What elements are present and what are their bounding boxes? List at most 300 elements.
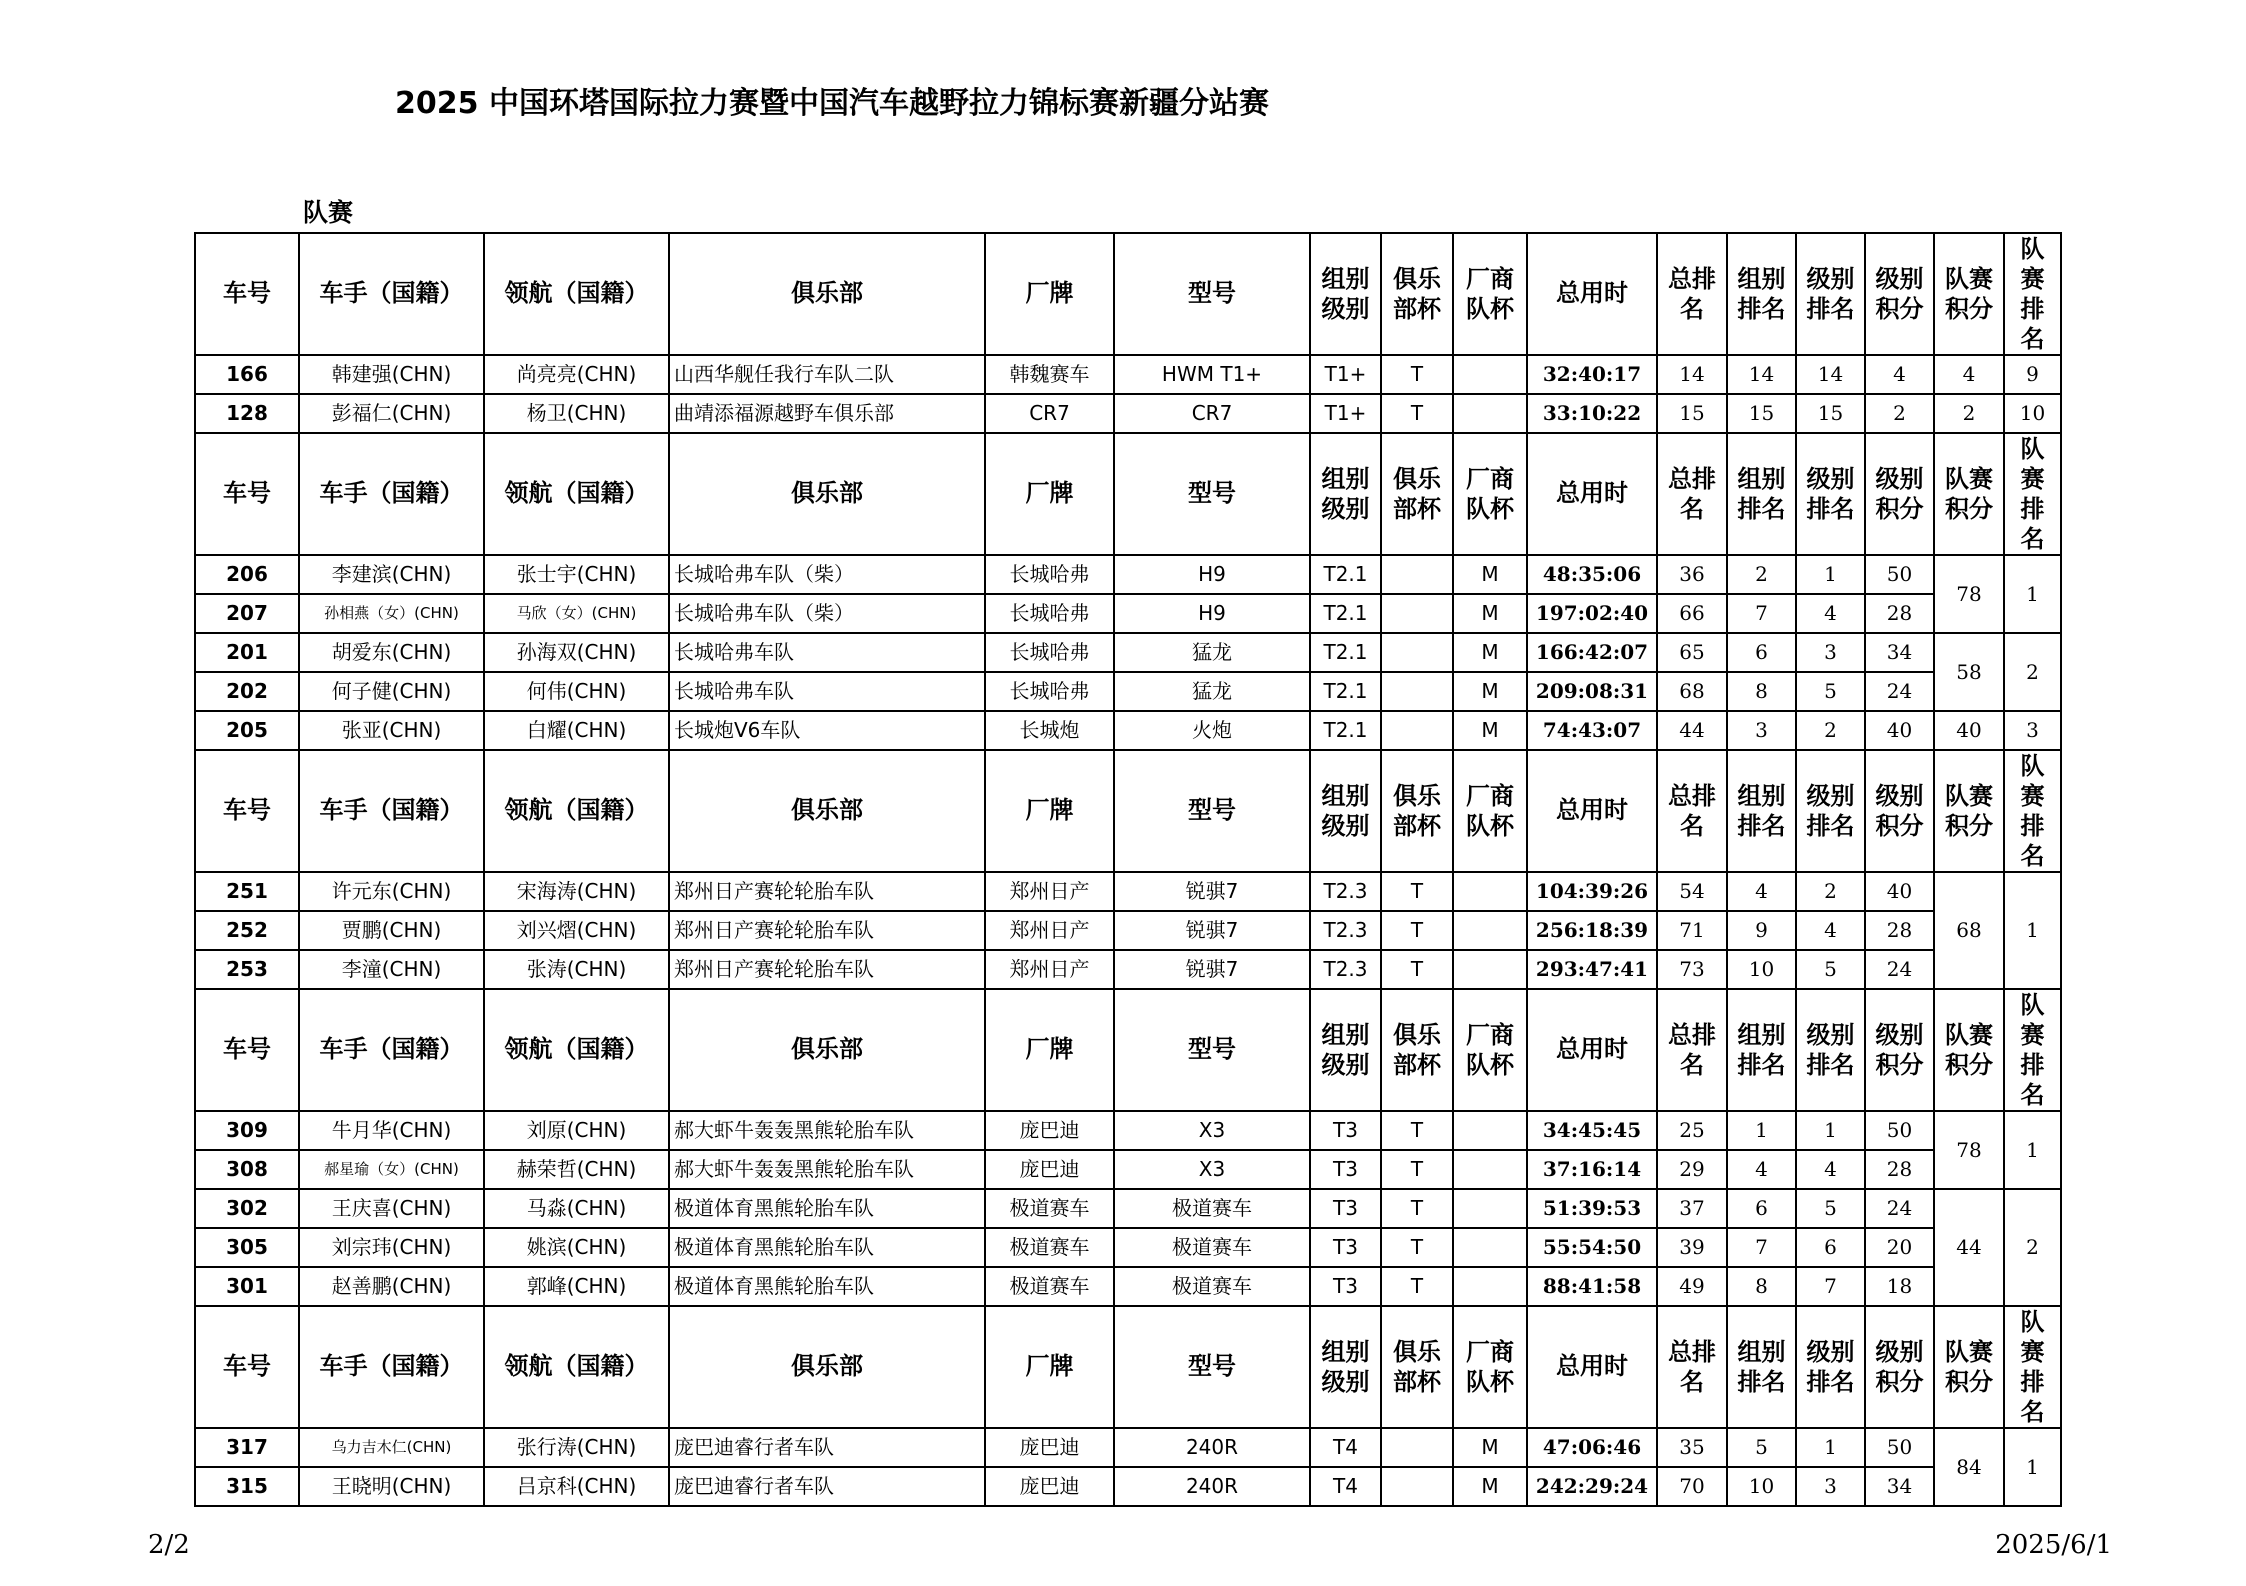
codriver-name: 马淼(CHN): [484, 1189, 669, 1228]
overall-rank: 36: [1657, 555, 1727, 594]
manufacturer-cup: M: [1453, 711, 1527, 750]
club-cup: [1381, 594, 1453, 633]
brand: CR7: [985, 394, 1114, 433]
header-manufacturer-cup: 厂商队杯: [1453, 989, 1527, 1111]
club-cup: T: [1381, 1267, 1453, 1306]
club-name: 极道体育黑熊轮胎车队: [669, 1267, 985, 1306]
club-name: 长城哈弗车队: [669, 633, 985, 672]
club-name: 长城哈弗车队（柴）: [669, 594, 985, 633]
codriver-name: 杨卫(CHN): [484, 394, 669, 433]
class-points: 50: [1865, 1111, 1934, 1150]
team-points: 40: [1934, 711, 2004, 750]
class-rank: 2: [1796, 872, 1865, 911]
table-row: [195, 394, 2061, 433]
class-points: 28: [1865, 911, 1934, 950]
driver-name: 许元东(CHN): [299, 872, 484, 911]
class-rank: 1: [1796, 1428, 1865, 1467]
driver-name: 孙相燕（女）(CHN): [299, 594, 484, 633]
brand: 庞巴迪: [985, 1428, 1114, 1467]
club-cup: [1381, 1428, 1453, 1467]
group-rank: 10: [1727, 1467, 1796, 1506]
manufacturer-cup: M: [1453, 555, 1527, 594]
header-group-rank: 组别排名: [1727, 433, 1796, 555]
class-rank: 1: [1796, 555, 1865, 594]
total-time: 104:39:26: [1527, 872, 1657, 911]
header-driver: 车手（国籍）: [299, 1306, 484, 1428]
club-cup: [1381, 1467, 1453, 1506]
table-row: [195, 1267, 2061, 1306]
class: T2.1: [1310, 633, 1381, 672]
manufacturer-cup: M: [1453, 594, 1527, 633]
header-class-rank: 级别排名: [1796, 750, 1865, 872]
header-class: 组别级别: [1310, 750, 1381, 872]
model: 猛龙: [1114, 633, 1310, 672]
club-cup: T: [1381, 1189, 1453, 1228]
brand: 庞巴迪: [985, 1467, 1114, 1506]
header-team-points: 队赛积分: [1934, 1306, 2004, 1428]
header-team-rank: 队赛排名: [2004, 989, 2061, 1111]
class-rank: 5: [1796, 672, 1865, 711]
team-rank: 1: [2004, 872, 2061, 989]
header-class-rank: 级别排名: [1796, 233, 1865, 355]
total-time: 34:45:45: [1527, 1111, 1657, 1150]
header-car-no: 车号: [195, 989, 299, 1111]
table-row: [195, 555, 2061, 594]
team-results-table: [194, 232, 2062, 1507]
overall-rank: 65: [1657, 633, 1727, 672]
class-points: 24: [1865, 672, 1934, 711]
car-number: 166: [195, 355, 299, 394]
codriver-name: 张行涛(CHN): [484, 1428, 669, 1467]
manufacturer-cup: [1453, 394, 1527, 433]
header-team-rank: 队赛排名: [2004, 1306, 2061, 1428]
header-club: 俱乐部: [669, 989, 985, 1111]
class: T1+: [1310, 355, 1381, 394]
car-number: 202: [195, 672, 299, 711]
brand: 极道赛车: [985, 1267, 1114, 1306]
total-time: 197:02:40: [1527, 594, 1657, 633]
group-rank: 2: [1727, 555, 1796, 594]
model: 240R: [1114, 1467, 1310, 1506]
header-overall-rank: 总排名: [1657, 233, 1727, 355]
header-group-rank: 组别排名: [1727, 233, 1796, 355]
model: H9: [1114, 594, 1310, 633]
page-title: 2025 中国环塔国际拉力赛暨中国汽车越野拉力锦标赛新疆分站赛: [395, 86, 1269, 121]
car-number: 251: [195, 872, 299, 911]
table-row: [195, 911, 2061, 950]
class: T2.3: [1310, 911, 1381, 950]
class-rank: 2: [1796, 711, 1865, 750]
manufacturer-cup: M: [1453, 1467, 1527, 1506]
total-time: 33:10:22: [1527, 394, 1657, 433]
team-rank: 3: [2004, 711, 2061, 750]
brand: 郑州日产: [985, 911, 1114, 950]
total-time: 32:40:17: [1527, 355, 1657, 394]
header-brand: 厂牌: [985, 433, 1114, 555]
overall-rank: 66: [1657, 594, 1727, 633]
group-rank: 9: [1727, 911, 1796, 950]
overall-rank: 71: [1657, 911, 1727, 950]
header-team-points: 队赛积分: [1934, 750, 2004, 872]
car-number: 315: [195, 1467, 299, 1506]
club-cup: T: [1381, 1150, 1453, 1189]
car-number: 205: [195, 711, 299, 750]
model: X3: [1114, 1111, 1310, 1150]
table-row: [195, 1150, 2061, 1189]
header-team-rank: 队赛排名: [2004, 750, 2061, 872]
manufacturer-cup: [1453, 911, 1527, 950]
brand: 韩魏赛车: [985, 355, 1114, 394]
car-number: 308: [195, 1150, 299, 1189]
class-points: 24: [1865, 950, 1934, 989]
model: HWM T1+: [1114, 355, 1310, 394]
header-car-no: 车号: [195, 1306, 299, 1428]
table-row: [195, 633, 2061, 672]
header-group-rank: 组别排名: [1727, 750, 1796, 872]
driver-name: 张亚(CHN): [299, 711, 484, 750]
driver-name: 彭福仁(CHN): [299, 394, 484, 433]
manufacturer-cup: M: [1453, 633, 1527, 672]
page-number: 2/2: [148, 1530, 190, 1560]
header-row: [195, 1306, 2061, 1428]
class-points: 34: [1865, 633, 1934, 672]
header-manufacturer-cup: 厂商队杯: [1453, 433, 1527, 555]
team-rank: 1: [2004, 1111, 2061, 1189]
driver-name: 何子健(CHN): [299, 672, 484, 711]
header-total-time: 总用时: [1527, 233, 1657, 355]
total-time: 88:41:58: [1527, 1267, 1657, 1306]
header-driver: 车手（国籍）: [299, 750, 484, 872]
table-row: [195, 1111, 2061, 1150]
header-team-points: 队赛积分: [1934, 433, 2004, 555]
table-row: [195, 1189, 2061, 1228]
overall-rank: 29: [1657, 1150, 1727, 1189]
overall-rank: 73: [1657, 950, 1727, 989]
model: 锐骐7: [1114, 872, 1310, 911]
team-rank: 1: [2004, 1428, 2061, 1506]
team-points: 4: [1934, 355, 2004, 394]
header-total-time: 总用时: [1527, 750, 1657, 872]
overall-rank: 15: [1657, 394, 1727, 433]
total-time: 47:06:46: [1527, 1428, 1657, 1467]
header-model: 型号: [1114, 233, 1310, 355]
group-rank: 6: [1727, 633, 1796, 672]
header-row: [195, 233, 2061, 355]
group-rank: 10: [1727, 950, 1796, 989]
codriver-name: 何伟(CHN): [484, 672, 669, 711]
car-number: 302: [195, 1189, 299, 1228]
header-team-points: 队赛积分: [1934, 989, 2004, 1111]
class-points: 24: [1865, 1189, 1934, 1228]
driver-name: 李建滨(CHN): [299, 555, 484, 594]
class-points: 28: [1865, 1150, 1934, 1189]
class: T2.1: [1310, 555, 1381, 594]
class: T4: [1310, 1467, 1381, 1506]
codriver-name: 吕京科(CHN): [484, 1467, 669, 1506]
group-rank: 4: [1727, 1150, 1796, 1189]
header-codriver: 领航（国籍）: [484, 989, 669, 1111]
header-club: 俱乐部: [669, 750, 985, 872]
header-row: [195, 750, 2061, 872]
codriver-name: 孙海双(CHN): [484, 633, 669, 672]
model: H9: [1114, 555, 1310, 594]
driver-name: 李潼(CHN): [299, 950, 484, 989]
manufacturer-cup: [1453, 1189, 1527, 1228]
model: 极道赛车: [1114, 1267, 1310, 1306]
class: T3: [1310, 1228, 1381, 1267]
header-car-no: 车号: [195, 433, 299, 555]
header-codriver: 领航（国籍）: [484, 433, 669, 555]
header-class-points: 级别积分: [1865, 433, 1934, 555]
total-time: 293:47:41: [1527, 950, 1657, 989]
group-rank: 3: [1727, 711, 1796, 750]
header-model: 型号: [1114, 433, 1310, 555]
header-driver: 车手（国籍）: [299, 233, 484, 355]
table-row: [195, 355, 2061, 394]
header-codriver: 领航（国籍）: [484, 233, 669, 355]
model: 火炮: [1114, 711, 1310, 750]
header-driver: 车手（国籍）: [299, 989, 484, 1111]
club-cup: T: [1381, 872, 1453, 911]
car-number: 252: [195, 911, 299, 950]
club-name: 长城炮V6车队: [669, 711, 985, 750]
driver-name: 胡爱东(CHN): [299, 633, 484, 672]
class-rank: 7: [1796, 1267, 1865, 1306]
club-name: 庞巴迪睿行者车队: [669, 1467, 985, 1506]
table-row: [195, 872, 2061, 911]
header-manufacturer-cup: 厂商队杯: [1453, 233, 1527, 355]
manufacturer-cup: [1453, 1267, 1527, 1306]
club-name: 极道体育黑熊轮胎车队: [669, 1189, 985, 1228]
class-rank: 3: [1796, 633, 1865, 672]
header-club: 俱乐部: [669, 1306, 985, 1428]
header-total-time: 总用时: [1527, 1306, 1657, 1428]
car-number: 317: [195, 1428, 299, 1467]
class: T2.1: [1310, 672, 1381, 711]
model: X3: [1114, 1150, 1310, 1189]
header-codriver: 领航（国籍）: [484, 750, 669, 872]
section-label: 队赛: [303, 198, 354, 227]
club-cup: T: [1381, 355, 1453, 394]
header-class-rank: 级别排名: [1796, 989, 1865, 1111]
total-time: 51:39:53: [1527, 1189, 1657, 1228]
brand: 庞巴迪: [985, 1150, 1114, 1189]
driver-name: 韩建强(CHN): [299, 355, 484, 394]
class-rank: 5: [1796, 950, 1865, 989]
brand: 长城哈弗: [985, 555, 1114, 594]
class-points: 28: [1865, 594, 1934, 633]
class-points: 34: [1865, 1467, 1934, 1506]
club-cup: T: [1381, 1111, 1453, 1150]
brand: 郑州日产: [985, 950, 1114, 989]
class: T2.3: [1310, 872, 1381, 911]
class-points: 4: [1865, 355, 1934, 394]
header-car-no: 车号: [195, 750, 299, 872]
model: CR7: [1114, 394, 1310, 433]
model: 极道赛车: [1114, 1189, 1310, 1228]
header-team-rank: 队赛排名: [2004, 433, 2061, 555]
team-points: 68: [1934, 872, 2004, 989]
total-time: 166:42:07: [1527, 633, 1657, 672]
driver-name: 乌力吉木仁(CHN): [299, 1428, 484, 1467]
brand: 长城哈弗: [985, 672, 1114, 711]
driver-name: 郝星瑜（女）(CHN): [299, 1150, 484, 1189]
class-rank: 14: [1796, 355, 1865, 394]
group-rank: 1: [1727, 1111, 1796, 1150]
class-points: 20: [1865, 1228, 1934, 1267]
codriver-name: 张涛(CHN): [484, 950, 669, 989]
model: 240R: [1114, 1428, 1310, 1467]
team-rank: 2: [2004, 633, 2061, 711]
header-class: 组别级别: [1310, 433, 1381, 555]
manufacturer-cup: [1453, 355, 1527, 394]
header-brand: 厂牌: [985, 233, 1114, 355]
class-rank: 15: [1796, 394, 1865, 433]
header-class-points: 级别积分: [1865, 989, 1934, 1111]
header-group-rank: 组别排名: [1727, 989, 1796, 1111]
header-class-rank: 级别排名: [1796, 1306, 1865, 1428]
total-time: 37:16:14: [1527, 1150, 1657, 1189]
brand: 极道赛车: [985, 1189, 1114, 1228]
club-name: 郑州日产赛轮轮胎车队: [669, 872, 985, 911]
header-team-rank: 队赛排名: [2004, 233, 2061, 355]
manufacturer-cup: [1453, 1150, 1527, 1189]
header-team-points: 队赛积分: [1934, 233, 2004, 355]
header-car-no: 车号: [195, 233, 299, 355]
header-class-points: 级别积分: [1865, 750, 1934, 872]
class-points: 2: [1865, 394, 1934, 433]
car-number: 128: [195, 394, 299, 433]
class: T3: [1310, 1150, 1381, 1189]
header-club-cup: 俱乐部杯: [1381, 233, 1453, 355]
team-points: 84: [1934, 1428, 2004, 1506]
header-club-cup: 俱乐部杯: [1381, 750, 1453, 872]
club-name: 郝大虾牛轰轰黑熊轮胎车队: [669, 1150, 985, 1189]
car-number: 305: [195, 1228, 299, 1267]
manufacturer-cup: M: [1453, 1428, 1527, 1467]
table-row: [195, 672, 2061, 711]
manufacturer-cup: [1453, 872, 1527, 911]
header-driver: 车手（国籍）: [299, 433, 484, 555]
class: T2.1: [1310, 711, 1381, 750]
manufacturer-cup: [1453, 950, 1527, 989]
class: T2.3: [1310, 950, 1381, 989]
driver-name: 赵善鹏(CHN): [299, 1267, 484, 1306]
header-codriver: 领航（国籍）: [484, 1306, 669, 1428]
class-rank: 3: [1796, 1467, 1865, 1506]
total-time: 242:29:24: [1527, 1467, 1657, 1506]
group-rank: 4: [1727, 872, 1796, 911]
brand: 长城哈弗: [985, 633, 1114, 672]
brand: 极道赛车: [985, 1228, 1114, 1267]
header-overall-rank: 总排名: [1657, 989, 1727, 1111]
table-row: [195, 1228, 2061, 1267]
overall-rank: 44: [1657, 711, 1727, 750]
overall-rank: 39: [1657, 1228, 1727, 1267]
class-rank: 1: [1796, 1111, 1865, 1150]
club-name: 郑州日产赛轮轮胎车队: [669, 911, 985, 950]
overall-rank: 70: [1657, 1467, 1727, 1506]
club-cup: [1381, 672, 1453, 711]
driver-name: 王庆喜(CHN): [299, 1189, 484, 1228]
codriver-name: 马欣（女）(CHN): [484, 594, 669, 633]
manufacturer-cup: M: [1453, 672, 1527, 711]
class-points: 18: [1865, 1267, 1934, 1306]
manufacturer-cup: [1453, 1111, 1527, 1150]
header-club: 俱乐部: [669, 433, 985, 555]
class: T1+: [1310, 394, 1381, 433]
car-number: 207: [195, 594, 299, 633]
driver-name: 贾鹏(CHN): [299, 911, 484, 950]
class-points: 50: [1865, 555, 1934, 594]
header-class-points: 级别积分: [1865, 1306, 1934, 1428]
overall-rank: 35: [1657, 1428, 1727, 1467]
group-rank: 7: [1727, 1228, 1796, 1267]
club-cup: T: [1381, 950, 1453, 989]
header-model: 型号: [1114, 1306, 1310, 1428]
header-club-cup: 俱乐部杯: [1381, 1306, 1453, 1428]
overall-rank: 68: [1657, 672, 1727, 711]
header-club: 俱乐部: [669, 233, 985, 355]
header-overall-rank: 总排名: [1657, 750, 1727, 872]
codriver-name: 宋海涛(CHN): [484, 872, 669, 911]
codriver-name: 郭峰(CHN): [484, 1267, 669, 1306]
codriver-name: 刘原(CHN): [484, 1111, 669, 1150]
total-time: 55:54:50: [1527, 1228, 1657, 1267]
class-rank: 4: [1796, 911, 1865, 950]
driver-name: 王晓明(CHN): [299, 1467, 484, 1506]
model: 极道赛车: [1114, 1228, 1310, 1267]
codriver-name: 张士宇(CHN): [484, 555, 669, 594]
car-number: 206: [195, 555, 299, 594]
team-points: 44: [1934, 1189, 2004, 1306]
class: T4: [1310, 1428, 1381, 1467]
driver-name: 刘宗玮(CHN): [299, 1228, 484, 1267]
car-number: 253: [195, 950, 299, 989]
overall-rank: 14: [1657, 355, 1727, 394]
header-manufacturer-cup: 厂商队杯: [1453, 750, 1527, 872]
header-club-cup: 俱乐部杯: [1381, 989, 1453, 1111]
codriver-name: 赫荣哲(CHN): [484, 1150, 669, 1189]
club-name: 长城哈弗车队（柴）: [669, 555, 985, 594]
overall-rank: 25: [1657, 1111, 1727, 1150]
codriver-name: 刘兴熠(CHN): [484, 911, 669, 950]
total-time: 74:43:07: [1527, 711, 1657, 750]
header-total-time: 总用时: [1527, 433, 1657, 555]
class-rank: 6: [1796, 1228, 1865, 1267]
header-overall-rank: 总排名: [1657, 1306, 1727, 1428]
total-time: 48:35:06: [1527, 555, 1657, 594]
group-rank: 14: [1727, 355, 1796, 394]
header-class-rank: 级别排名: [1796, 433, 1865, 555]
club-cup: [1381, 633, 1453, 672]
club-name: 极道体育黑熊轮胎车队: [669, 1228, 985, 1267]
team-rank: 9: [2004, 355, 2061, 394]
class: T2.1: [1310, 594, 1381, 633]
header-class: 组别级别: [1310, 233, 1381, 355]
class: T3: [1310, 1267, 1381, 1306]
model: 锐骐7: [1114, 911, 1310, 950]
brand: 庞巴迪: [985, 1111, 1114, 1150]
club-name: 郝大虾牛轰轰黑熊轮胎车队: [669, 1111, 985, 1150]
club-name: 郑州日产赛轮轮胎车队: [669, 950, 985, 989]
class-rank: 4: [1796, 1150, 1865, 1189]
team-rank: 1: [2004, 555, 2061, 633]
car-number: 301: [195, 1267, 299, 1306]
model: 锐骐7: [1114, 950, 1310, 989]
header-class: 组别级别: [1310, 1306, 1381, 1428]
total-time: 209:08:31: [1527, 672, 1657, 711]
